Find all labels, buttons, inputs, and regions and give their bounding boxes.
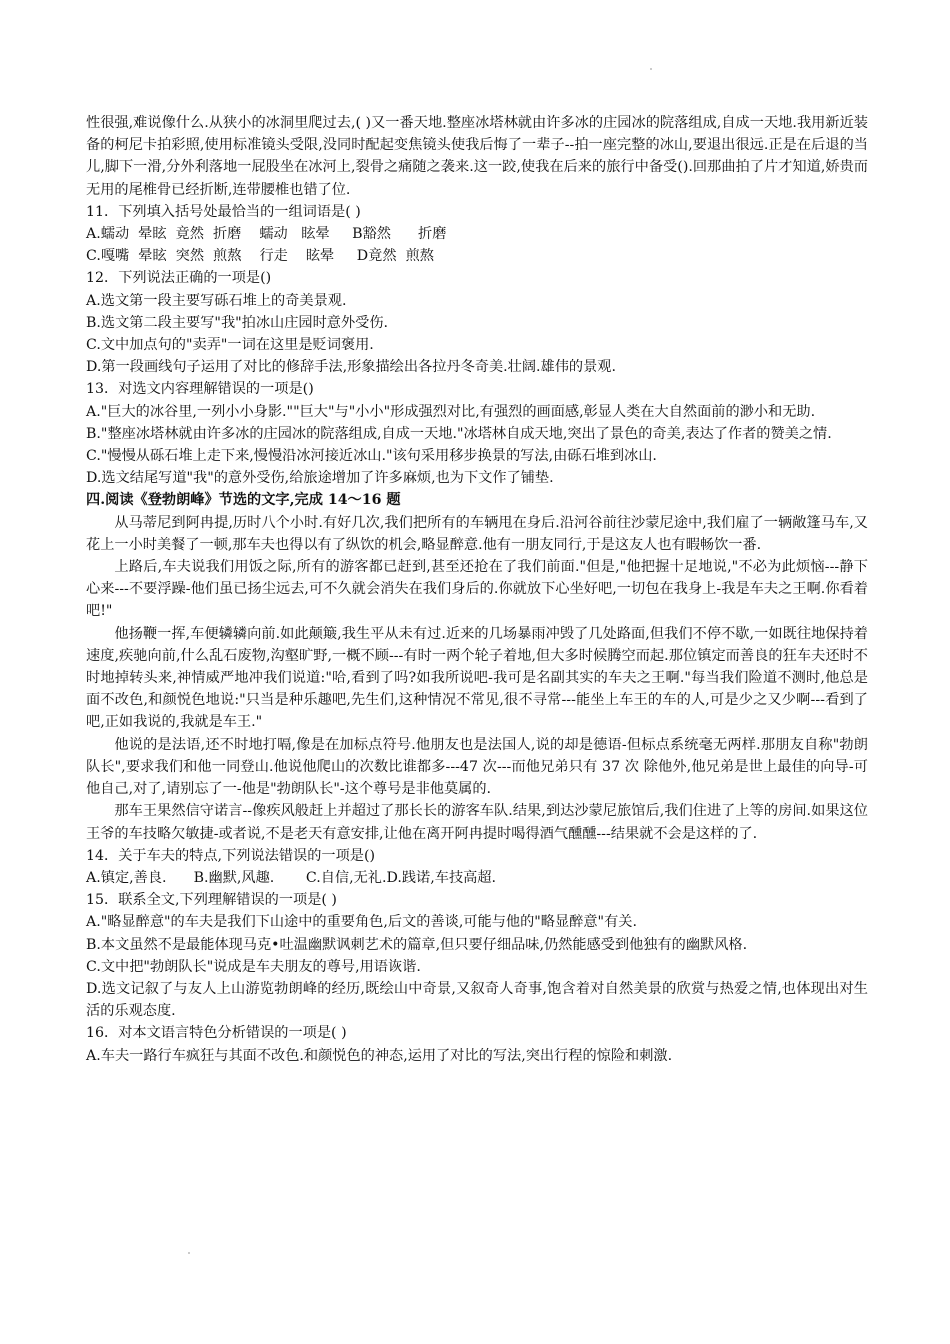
question-13-option-b: B."整座冰塔林就由许多冰的庄园冰的院落组成,自成一天地."冰塔林自成天地,突出了景色的奇美,表达了作者的赞美之情.	[86, 425, 832, 442]
question-14-options: A.镇定,善良. B.幽默,风趣. C.自信,无礼.D.践诺,车技高超.	[86, 869, 497, 886]
passage-2-paragraph: 他说的是法语,还不时地打嗝,像是在加标点符号.他朋友也是法国人,说的却是德语-但标点系统毫无两样.那朋友自称"勃朗队长",要求我们和他一同登山.他说他爬山的次数比谁都多---47 次---而他兄弟只有 37 次 除他外,他兄弟是世上最佳的向导-可他自己,对了,请别忘了一-他是"勃朗队长"-这个尊号是非他莫属的.	[86, 736, 868, 798]
passage-2-paragraph: 上路后,车夫说我们用饭之际,所有的游客都已赶到,甚至还抢在了我们前面."但是,"他把握十足地说,"不必为此烦恼---静下心来---不要浮躁-他们虽已扬尘远去,可不久就会消失在我们身后的.你就放下心坐好吧,一切包在我身上-我是车夫之王啊.你看着吧!"	[86, 559, 868, 620]
question-11-stem: 11．下列填入括号处最恰当的一组词语是( )	[86, 203, 361, 220]
question-13-stem: 13．对选文内容理解错误的一项是()	[86, 381, 314, 398]
passage-2-paragraph: 那车王果然信守诺言--像疾风般赶上并超过了那长长的游客车队.结果,到达沙蒙尼旅馆后,我们住进了上等的房间.如果这位王爷的车技略欠敏捷-或者说,不是老天有意安排,让他在离开阿冉提时喝得酒气醺醺---结果就不会是这样的了.	[86, 803, 868, 842]
section-4-heading: 四.阅读《登勃朗峰》节选的文字,完成 14～16 题	[86, 492, 401, 509]
question-11-options-line-2: C.嘎嘴 晕眩 突然 煎熬 行走 眩晕 D竟然 煎熬	[86, 248, 434, 265]
question-15-option-a: A."略显醉意"的车夫是我们下山途中的重要角色,后文的善谈,可能与他的"略显醉意"有关.	[86, 914, 637, 931]
question-13-option-a: A."巨大的冰谷里,一列小小身影.""巨大"与"小小"形成强烈对比,有强烈的画面感,彰显人类在大自然面前的渺小和无助.	[86, 403, 816, 420]
question-15-option-b: B.本文虽然不是最能体现马克•吐温幽默讽刺艺术的篇章,但只要仔细品味,仍然能感受到他独有的幽默风格.	[86, 936, 748, 953]
question-13-option-c: C."慢慢从砾石堆上走下来,慢慢沿冰河接近冰山."该句采用移步换景的写法,由砾石堆到冰山.	[86, 448, 657, 465]
document-page	[86, 112, 868, 1067]
question-16-option-a: A.车夫一路行车疯狂与其面不改色.和颜悦色的神态,运用了对比的写法,突出行程的惊险和刺激.	[86, 1047, 673, 1064]
question-15-option-c: C.文中把"勃朗队长"说成是车夫朋友的尊号,用语诙谐.	[86, 958, 421, 975]
bottom-dot-mark	[188, 1252, 190, 1254]
question-13-option-d: D.选文结尾写道"我"的意外受伤,给旅途增加了许多麻烦,也为下文作了铺垫.	[86, 470, 554, 487]
question-12-option-b: B.选文第二段主要写"我"拍冰山庄园时意外受伤.	[86, 314, 389, 331]
question-14-stem: 14．关于车夫的特点,下列说法错误的一项是()	[86, 847, 376, 864]
question-12-stem: 12．下列说法正确的一项是()	[86, 270, 272, 287]
question-12-option-d: D.第一段画线句子运用了对比的修辞手法,形象描绘出各拉丹冬奇美.壮阔.雄伟的景观.	[86, 359, 616, 376]
question-12-option-c: C.文中加点句的"卖弄"一词在这里是贬词褒用.	[86, 337, 374, 354]
question-15-option-d: D.选文记叙了与友人上山游览勃朗峰的经历,既绘山中奇景,又叙奇人奇事,饱含着对自然美景的欣赏与热爱之情,也体现出对生活的乐观态度.	[86, 980, 868, 1020]
top-dot-mark	[650, 68, 652, 70]
question-16-stem: 16．对本文语言特色分析错误的一项是( )	[86, 1025, 347, 1042]
question-11-options-line-1: A.蠕动 晕眩 竟然 折磨 蠕动 眩晕 B豁然 折磨	[86, 226, 447, 243]
passage-2-paragraph: 他扬鞭一挥,车便辚辚向前.如此颠簸,我生平从未有过.近来的几场暴雨冲毁了几处路面,但我们不停不歇,一如既往地保持着速度,疾驰向前,什么乱石废物,沟壑旷野,一概不顾---有时一两个轮子着地,但大多时候腾空而起.那位镇定而善良的狂车夫还时不时地掉转头来,神情威严地冲我们说道:"哈,看到了吗?如我所说吧-我可是名副其实的车夫之王啊."每当我们险道不测时,他总是面不改色,和颜悦色地说:"只当是种乐趣吧,先生们,这种情况不常见,很不寻常---能坐上车王的车的人,可是少之又少啊---看到了吧,正如我说的,我就是车王."	[86, 625, 868, 731]
passage-2-paragraph: 从马蒂尼到阿冉提,历时八个小时.有好几次,我们把所有的车辆甩在身后.沿河谷前往沙蒙尼途中,我们雇了一辆敞篷马车,又花上一小时美餐了一顿,那车夫也得以有了纵饮的机会,略显醉意.他有一朋友同行,于是这友人也有暇畅饮一番.	[86, 514, 868, 553]
question-15-stem: 15．联系全文,下列理解错误的一项是( )	[86, 892, 337, 909]
passage-tail-paragraph: 性很强,难说像什么.从狭小的冰洞里爬过去,( )又一番天地.整座冰塔林就由许多冰的庄园冰的院落组成,自成一天地.我用新近装备的柯尼卡拍彩照,使用标准镜头受限,没同时配起变焦镜头使我后悔了一辈子--拍一座完整的冰山,要退出很远.正是在后退的当儿,脚下一滑,分外利落地一屁股坐在冰河上,裂骨之痛随之袭来.这一跤,使我在后来的旅行中备受().回那曲拍了片才知道,娇贵而无用的尾椎骨已经折断,连带腰椎也错了位.	[86, 115, 868, 198]
question-12-option-a: A.选文第一段主要写砾石堆上的奇美景观.	[86, 292, 347, 309]
